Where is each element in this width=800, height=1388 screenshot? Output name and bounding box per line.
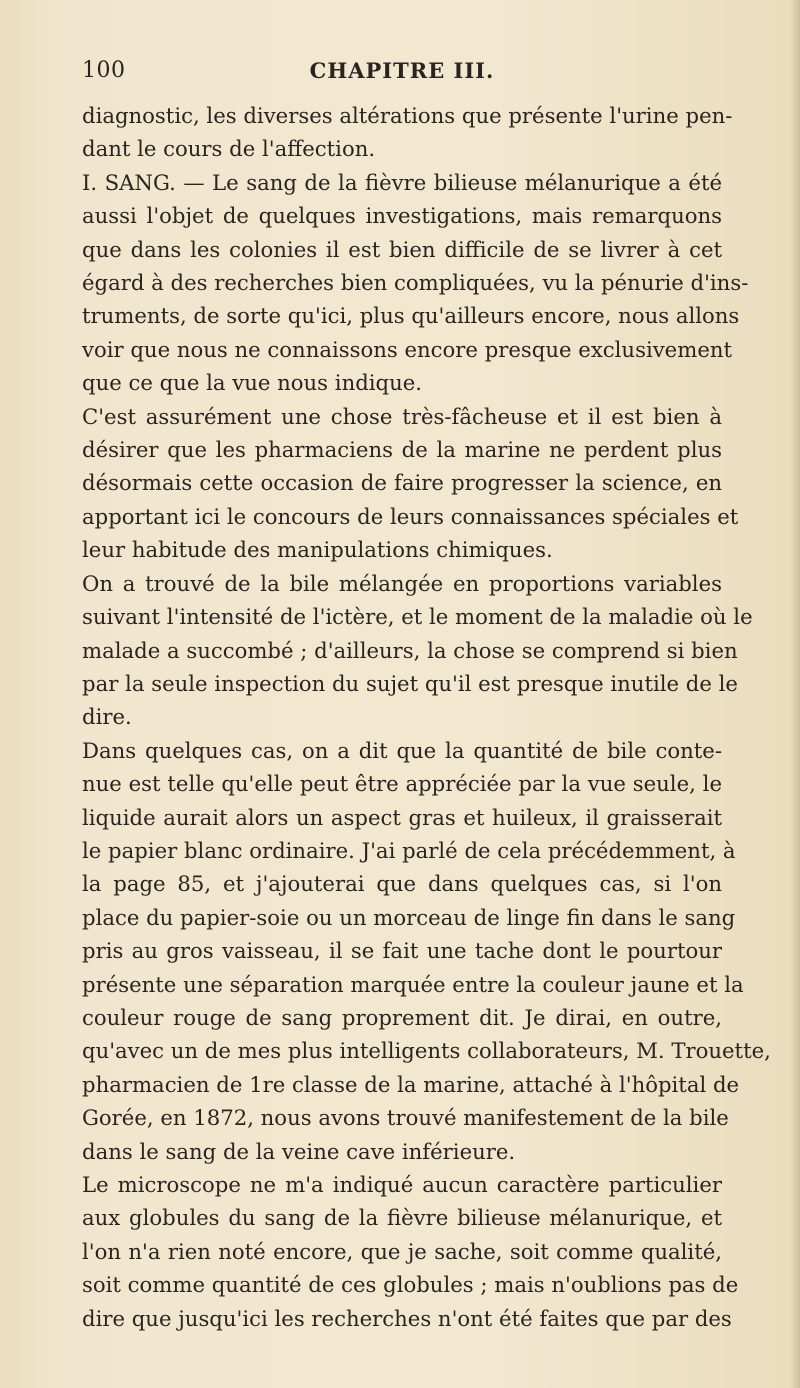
text-line: pharmacien de 1re classe de la marine, attaché à l'hôpital de bbox=[82, 1071, 740, 1097]
body-text bbox=[82, 99, 771, 1335]
page-number: 100 bbox=[82, 58, 126, 83]
text-line: leur habitude des manipulations chimiques. bbox=[82, 537, 553, 563]
text-line: que dans les colonies il est bien difficile de se livrer à cet bbox=[82, 236, 722, 262]
text-line: aussi l'objet de quelques investigations, mais remarquons bbox=[82, 203, 722, 229]
text-line: dant le cours de l'affection. bbox=[82, 136, 376, 162]
text-line: Dans quelques cas, on a dit que la quantité de bile conte- bbox=[82, 737, 722, 763]
page-header bbox=[82, 58, 722, 92]
text-line: liquide aurait alors un aspect gras et huileux, il graisserait bbox=[82, 804, 722, 830]
text-line: dans le sang de la veine cave inférieure. bbox=[82, 1138, 516, 1164]
text-line: couleur rouge de sang proprement dit. Je dirai, en outre, bbox=[82, 1004, 722, 1030]
text-line: suivant l'intensité de l'ictère, et le moment de la maladie où le bbox=[82, 604, 753, 630]
text-line: Gorée, en 1872, nous avons trouvé manifestement de la bile bbox=[82, 1105, 729, 1131]
text-line: On a trouvé de la bile mélangée en proportions variables bbox=[82, 570, 722, 596]
text-line: la page 85, et j'ajouterai que dans quelques cas, si l'on bbox=[82, 871, 722, 897]
text-line: place du papier-soie ou un morceau de linge fin dans le sang bbox=[82, 904, 736, 930]
text-line: I. SANG. — Le sang de la fièvre bilieuse mélanurique a été bbox=[82, 169, 722, 195]
text-line: aux globules du sang de la fièvre bilieuse mélanurique, et bbox=[82, 1205, 722, 1231]
text-line: désirer que les pharmaciens de la marine ne perdent plus bbox=[82, 437, 722, 463]
running-title: CHAPITRE III. bbox=[309, 58, 495, 83]
text-line: dire que jusqu'ici les recherches n'ont été faites que par des bbox=[82, 1305, 732, 1331]
text-line: nue est telle qu'elle peut être appréciée par la vue seule, le bbox=[82, 771, 722, 797]
text-line: que ce que la vue nous indique. bbox=[82, 370, 423, 396]
text-line: C'est assurément une chose très-fâcheuse et il est bien à bbox=[82, 403, 722, 429]
text-line: diagnostic, les diverses altérations que présente l'urine pen- bbox=[82, 103, 733, 128]
text-line: malade a succombé ; d'ailleurs, la chose se comprend si bien bbox=[82, 637, 738, 663]
text-line: pris au gros vaisseau, il se fait une tache dont le pourtour bbox=[82, 938, 722, 964]
text-line: Le microscope ne m'a indiqué aucun caractère particulier bbox=[82, 1172, 722, 1197]
text-line: l'on n'a rien noté encore, que je sache, soit comme qualité, bbox=[82, 1238, 722, 1264]
text-line: dire. bbox=[82, 704, 132, 730]
text-line: apportant ici le concours de leurs connaissances spéciales et bbox=[82, 503, 739, 529]
text-line: soit comme quantité de ces globules ; mais n'oublions pas de bbox=[82, 1272, 739, 1298]
text-line: truments, de sorte qu'ici, plus qu'ailleurs encore, nous allons bbox=[82, 303, 740, 329]
text-line: présente une séparation marquée entre la couleur jaune et la bbox=[82, 971, 744, 997]
text-line: le papier blanc ordinaire. J'ai parlé de cela précédemment, à bbox=[82, 837, 736, 863]
text-line: désormais cette occasion de faire progresser la science, en bbox=[82, 470, 722, 496]
text-line: par la seule inspection du sujet qu'il est presque inutile de le bbox=[82, 670, 738, 696]
text-line: voir que nous ne connaissons encore presque exclusivement bbox=[82, 336, 733, 362]
text-line: qu'avec un de mes plus intelligents collaborateurs, M. Trouette, bbox=[82, 1038, 771, 1064]
text-line: égard à des recherches bien compliquées, vu la pénurie d'ins- bbox=[82, 270, 749, 296]
page-edge-shadow bbox=[790, 0, 800, 1388]
